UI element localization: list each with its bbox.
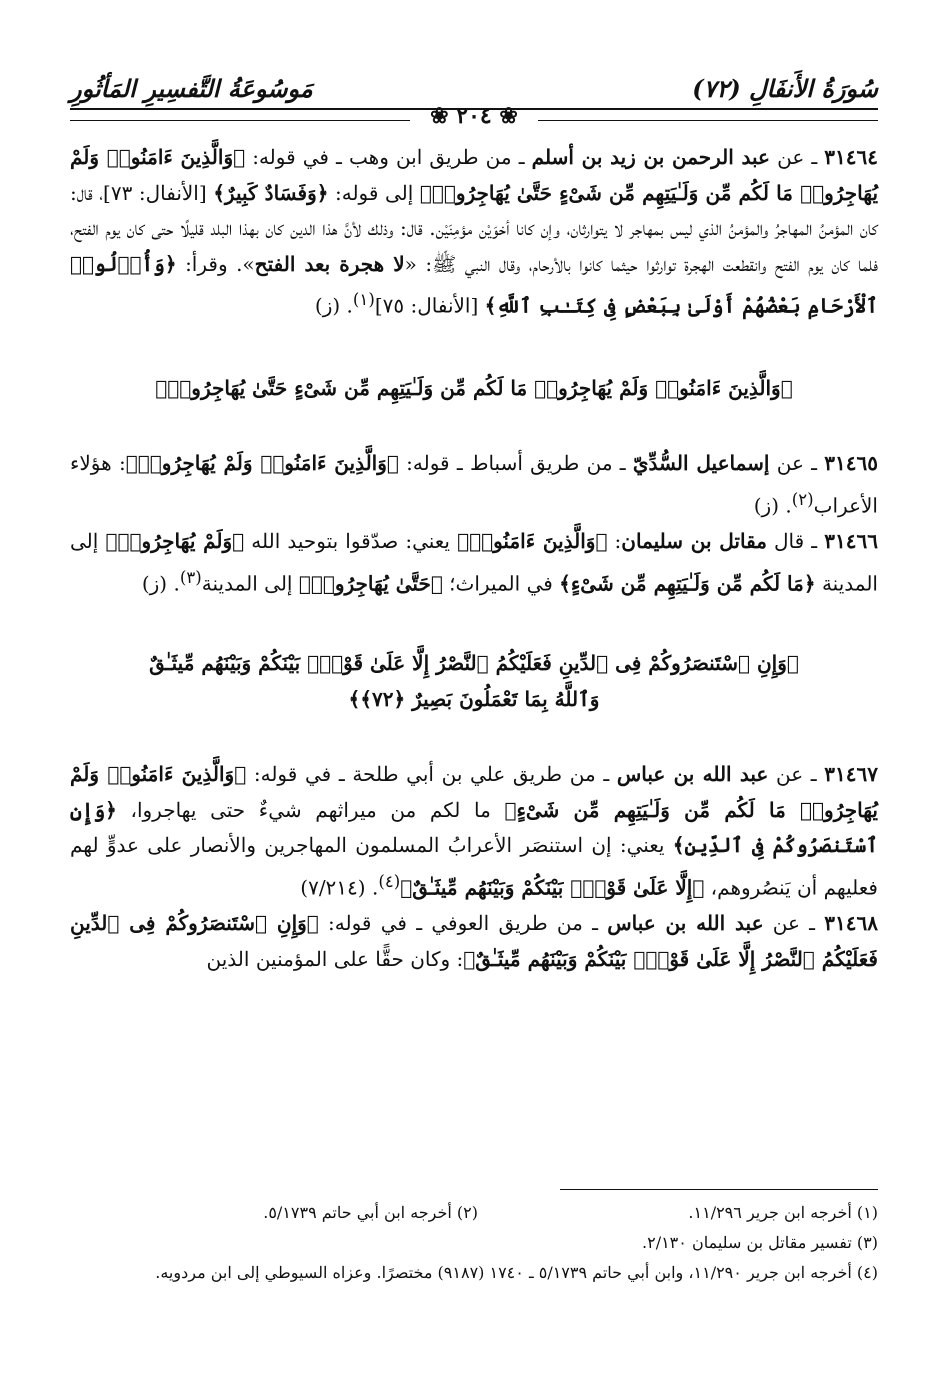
entry-text: : [607, 529, 622, 554]
entry-text: يعني: صدّقوا بتوحيد الله [244, 529, 458, 554]
main-text [70, 140, 878, 977]
hadith-quote: لا هجرة بعد الفتح [254, 251, 405, 276]
footnote-ref: (١) [352, 290, 375, 310]
entry-number: ٣١٤٦٧ [824, 762, 879, 787]
entry-text: . (ز) [314, 294, 353, 319]
footnote-1: (١) أخرجه ابن جرير ١١/٢٩٦. [688, 1203, 878, 1222]
quran-quote: ﴿وَإِنِ ٱسْتَنصَرُوكُمْ فِى ٱلدِّينِ فَعَلَيْكُمُ ٱلنَّصْرُ إِلَّا عَلَىٰ قَوْمٍۭ بَيْنَكُمْ وَبَيْنَهُم مِّيثَـٰقٌ﴾ [70, 911, 878, 971]
verse-heading-line1: ﴿وَإِنِ ٱسْتَنصَرُوكُمْ فِى ٱلدِّينِ فَعَلَيْكُمُ ٱلنَّصْرُ إِلَّا عَلَىٰ قَوْمٍۭ بَيْنَكُمْ وَبَيْنَهُم مِّيثَـٰقٌ [149, 650, 799, 675]
entry-number: ٣١٤٦٨ [824, 911, 879, 936]
entry-text: إلى قوله: [328, 180, 420, 205]
narrator-name: إسماعيل السُّدِّيّ [632, 451, 770, 476]
quran-quote: ﴿وَالَّذِينَ ءَامَنُوا۟ وَلَمْ يُهَاجِرُوا۟ مَا لَكُم مِّن وَلَـٰيَتِهِم مِّن شَىْءٍ﴾ [70, 762, 878, 822]
narrator-name: عبد الله بن عباس [616, 762, 769, 787]
entry-text: . (ز) [141, 571, 180, 596]
entry-31468 [70, 906, 878, 977]
quran-quote: ﴿وَفَسَادٌ كَبِيرٌ﴾ [213, 180, 329, 205]
verse-heading-line2: وَٱللَّهُ بِمَا تَعْمَلُونَ بَصِيرٌ ﴿٧٢﴾﴾ [348, 686, 600, 711]
narrator-name: عبد الرحمن بن زيد بن أسلم [531, 145, 770, 169]
quran-quote: ﴿وَالَّذِينَ ءَامَنُوا۟﴾ [457, 529, 608, 554]
entry-text: ـ عن [769, 451, 825, 476]
entry-text: . (ز) [753, 493, 792, 518]
verse-heading: ﴿وَالَّذِينَ ءَامَنُوا۟ وَلَمْ يُهَاجِرُوا۟ مَا لَكُم مِّن وَلَـٰيَتِهِم مِّن شَىْءٍ حَتَّىٰ يُهَاجِرُوا۟﴾ [155, 375, 793, 400]
entry-31467 [70, 757, 878, 906]
quran-quote: ﴿إِلَّا عَلَىٰ قَوْمٍۭ بَيْنَكُمْ وَبَيْنَهُم مِّيثَـٰقٌ﴾ [400, 875, 705, 900]
quran-quote: ﴿حَتَّىٰ يُهَاجِرُوا۟﴾ [298, 571, 443, 596]
entry-text: ـ من طريق أسباط ـ قوله: [398, 451, 633, 476]
page-number: ❀ ٢٠٤ ❀ [430, 103, 518, 129]
entry-text: ـ من طريق العوفي ـ في قوله: [318, 911, 608, 936]
narrator-name: مقاتل بن سليمان [621, 529, 767, 554]
entry-text: إلى المدينة [70, 529, 878, 596]
book-title: مَوسُوعَةُ التَّفسِيرِ المَأثُورِ [70, 74, 313, 103]
quran-quote: ﴿وَإِنِ ٱسْتَنصَرُوكُمْ فِى ٱلدِّينِ﴾ [70, 797, 878, 858]
footnote-ref: (٤) [378, 871, 401, 891]
entry-text: : وكان حقًّا على المؤمنين الذين [206, 946, 464, 971]
entry-text: ما لكم من ميراثهم شيءٌ حتى يهاجروا، [116, 797, 505, 822]
quran-quote: ﴿وَلَمْ يُهَاجِرُوا۟﴾ [105, 529, 245, 554]
entry-text: يعني: إن استنصَر الأعرابُ المسلمون المهاجرين والأنصار على عدوٍّ لهم فعليهم أن يَنصُروهم، [70, 833, 878, 900]
narrator-name: عبد الله بن عباس [607, 911, 764, 936]
entry-text: [الأنفال: ٧٥] [374, 294, 485, 319]
footnote-ref: (٢) [791, 489, 814, 509]
entry-text: ». وقرأ: [176, 251, 255, 276]
entry-text: ـ قال [766, 529, 825, 554]
entry-text: ـ من طريق علي بن أبي طلحة ـ في قوله: [246, 762, 617, 787]
surah-title: سُورَةُ الأَنفَالِ (٧٢) [692, 74, 878, 103]
entry-number: ٣١٤٦٤ [824, 145, 879, 169]
footnote-rule [560, 1189, 878, 1190]
footnote-3: (٣) تفسير مقاتل بن سليمان ٢/١٣٠. [642, 1233, 878, 1252]
entry-text: . (٧/٢١٤) [300, 875, 379, 900]
entry-text: [الأنفال: ٧٣]، قال: كان المؤمنُ المهاجرُ والمؤمنُ الذي ليس بمهاجر لا يتوارثان، وإن كانا أخوَيْن مؤمِنَيْن. قال: وذلك لأنَّ هذا الدين كان بهذا البلد قليلًا حتى كان يوم الفتح، فلما كان يوم الفتح وانقطعت الهجرة توارثوا حيثما كانوا بالأرحام، وقال النبي ﷺ: « [70, 180, 878, 276]
entry-31464 [70, 140, 878, 325]
quran-quote: ﴿وَأُو۟لُوا۟ ٱلْأَرْحَامِ بَعْضُهُمْ أَوْلَىٰ بِبَعْضٍ فِى كِتَـٰبِ ٱللَّهِ﴾ [70, 251, 878, 319]
entry-number: ٣١٤٦٥ [824, 451, 878, 476]
entry-text: إلى المدينة [201, 571, 299, 596]
footnote-2: (٢) أخرجه ابن أبي حاتم ٥/١٧٣٩. [263, 1203, 478, 1222]
entry-number: ٣١٤٦٦ [824, 529, 878, 554]
entry-31465 [70, 446, 878, 524]
entry-text: في الميراث؛ [442, 571, 560, 596]
quran-quote: ﴿مَا لَكُم مِّن وَلَـٰيَتِهِم مِّن شَىْءٍ﴾ [559, 571, 816, 596]
entry-text: ـ عن [768, 762, 825, 787]
quran-quote: ﴿وَالَّذِينَ ءَامَنُوا۟ وَلَمْ يُهَاجِرُوا۟ مَا لَكُم مِّن وَلَـٰيَتِهِم مِّن شَىْءٍ حَتَّىٰ يُهَاجِرُوا۟﴾ [70, 145, 879, 205]
entry-text: ـ من طريق ابن وهب ـ في قوله: [245, 145, 532, 169]
entry-text: : هؤلاء الأعراب [70, 451, 878, 518]
entry-text: ـ عن [763, 911, 825, 936]
entry-31466 [70, 524, 878, 602]
entry-text: ـ عن [770, 145, 825, 169]
footnotes [70, 1198, 878, 1288]
footnote-ref: (٣) [179, 567, 202, 587]
footnote-4: (٤) أخرجه ابن جرير ١١/٢٩٠، وابن أبي حاتم ٥/١٧٣٩ ـ ١٧٤٠ (٩١٨٧) مختصرًا. وعزاه السيوطي إلى ابن مردويه. [155, 1263, 878, 1282]
quran-quote: ﴿وَالَّذِينَ ءَامَنُوا۟ وَلَمْ يُهَاجِرُوا۟﴾ [125, 451, 399, 476]
